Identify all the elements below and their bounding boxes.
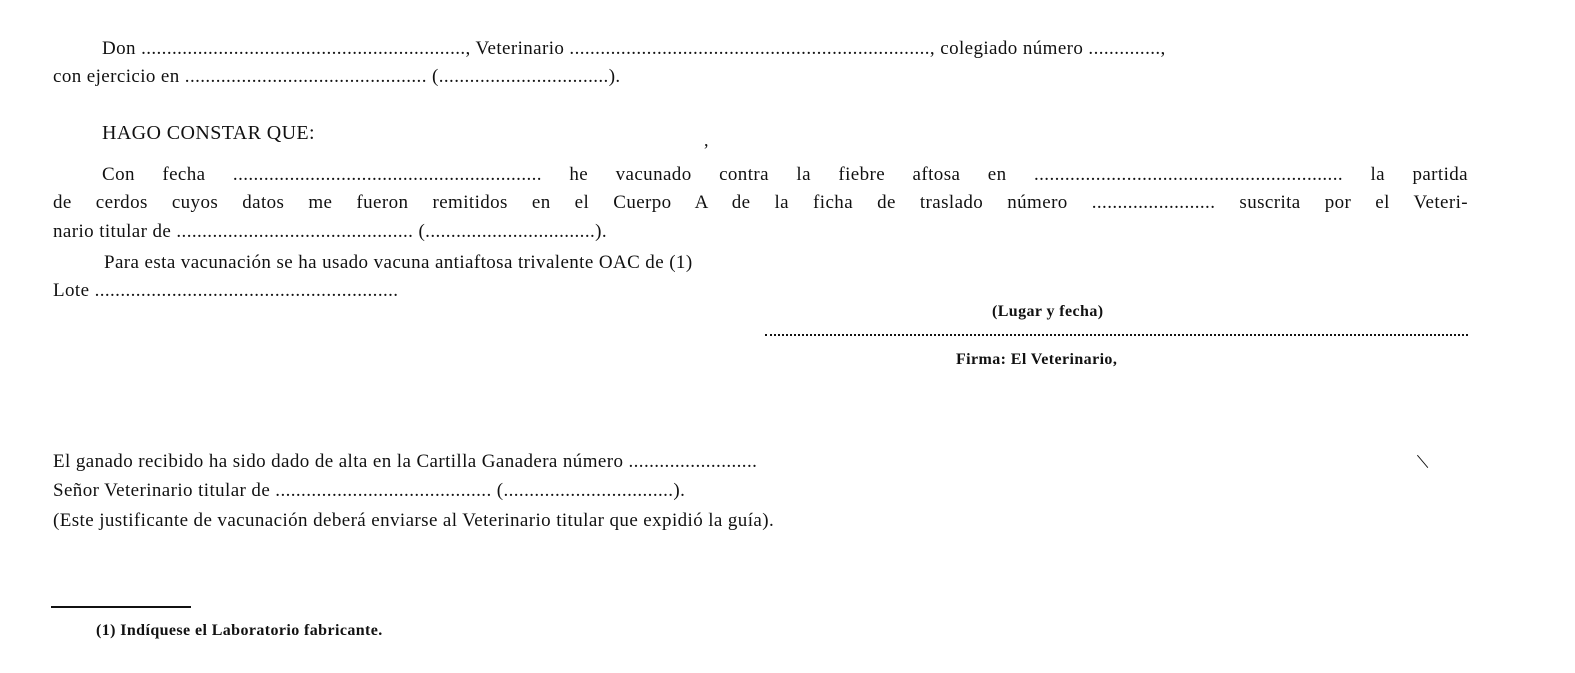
- paragraph-line-3: nario titular de .............................................. (.................................).: [53, 221, 608, 242]
- heading: HAGO CONSTAR QUE:: [102, 122, 315, 144]
- footnote: (1) Indíquese el Laboratorio fabricante.: [96, 622, 383, 639]
- vaccine-line: Para esta vacunación se ha usado vacuna antiaftosa trivalente OAC de (1): [104, 252, 693, 273]
- recipient-line: Señor Veterinario titular de .......................................... (.................................).: [53, 480, 686, 501]
- registration-line: El ganado recibido ha sido dado de alta en la Cartilla Ganadera número .........................: [53, 451, 758, 472]
- paragraph-line-1: Con fecha ............................................................ he vacunado contra la fiebre aftosa en ............................................................ la partida: [102, 164, 1468, 185]
- paragraph-line-2: de cerdos cuyos datos me fueron remitidos en el Cuerpo A de la ficha de traslado número ........................ suscrita por el Veteri-: [53, 192, 1468, 213]
- veterinarian-line: Don ..............................................................., Veterinario ......................................................................, colegiado número ..............,: [102, 38, 1166, 59]
- footnote-rule: [51, 606, 191, 608]
- signature-label: Firma: El Veterinario,: [956, 351, 1118, 368]
- stray-mark: ,: [704, 130, 709, 150]
- signature-rule: [765, 334, 1468, 336]
- stray-stroke: |: [1413, 451, 1430, 469]
- instruction-note: (Este justificante de vacunación deberá enviarse al Veterinario titular que expidió la guía).: [53, 510, 775, 531]
- place-date-label: (Lugar y fecha): [992, 303, 1104, 320]
- lot-line: Lote ...........................................................: [53, 280, 399, 301]
- practice-line: con ejercicio en ............................................... (.................................).: [53, 66, 621, 87]
